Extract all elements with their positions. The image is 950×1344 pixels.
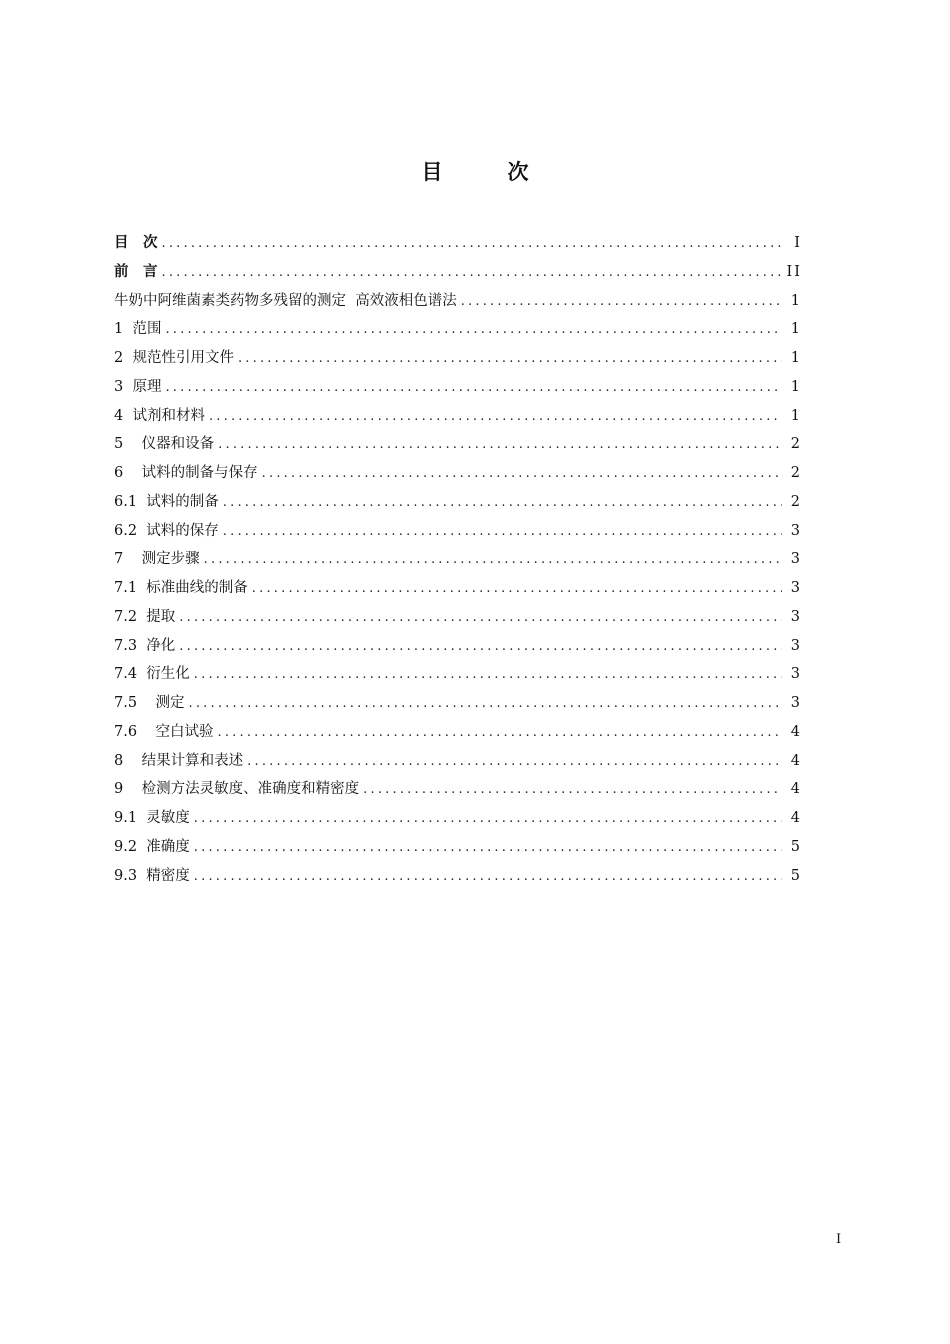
toc-entry-page: 1 — [790, 292, 802, 309]
toc-entry-page: 5 — [790, 838, 802, 855]
toc-entry[interactable] — [114, 347, 802, 376]
toc-entry[interactable] — [114, 606, 802, 635]
toc-entry-label: 1 范围 — [114, 321, 162, 338]
toc-entry-label: 3 原理 — [114, 378, 162, 395]
toc-leader-dots — [218, 434, 782, 456]
toc-leader-dots — [252, 578, 782, 600]
toc-leader-dots — [162, 262, 781, 284]
toc-entry-label: 前 言 — [114, 263, 158, 280]
toc-leader-dots — [162, 233, 783, 255]
toc-entry[interactable] — [114, 520, 802, 549]
toc-entry-label: 2 规范性引用文件 — [114, 350, 234, 366]
toc-entry[interactable] — [114, 261, 802, 290]
toc-entry[interactable] — [114, 405, 802, 434]
toc-leader-dots — [218, 722, 783, 744]
toc-entry-page: 1 — [790, 407, 802, 424]
toc-entry-label: 8 结果计算和表述 — [114, 752, 244, 769]
toc-leader-dots — [223, 492, 782, 514]
toc-entry-page: 4 — [790, 810, 802, 826]
page-title: 目 次 — [421, 160, 551, 184]
toc-entry-page: 1 — [790, 321, 802, 338]
toc-entry-page: 3 — [790, 695, 802, 711]
toc-entry-label: 6.1 试料的制备 — [114, 493, 219, 510]
toc-entry-label: 7 测定步骤 — [114, 551, 200, 568]
toc-entry-page: 3 — [790, 608, 802, 625]
toc-entry-page: II — [786, 263, 802, 280]
toc-entry[interactable] — [114, 836, 802, 865]
toc-leader-dots — [165, 377, 782, 399]
toc-entry-page: 5 — [790, 867, 802, 884]
toc-entry[interactable] — [114, 577, 802, 606]
toc-leader-dots — [262, 463, 782, 485]
toc-entry-label: 5 仪器和设备 — [114, 436, 215, 453]
toc-entry-page: 4 — [790, 752, 802, 769]
toc-entry-label: 9.2 准确度 — [114, 838, 190, 855]
table-of-contents — [114, 232, 802, 893]
toc-entry-page: I — [794, 235, 802, 251]
toc-leader-dots — [461, 291, 782, 313]
toc-entry[interactable] — [114, 290, 802, 319]
toc-entry-label: 9.3 精密度 — [114, 867, 190, 884]
toc-entry[interactable] — [114, 865, 802, 894]
toc-entry[interactable] — [114, 376, 802, 405]
toc-entry[interactable] — [114, 807, 802, 836]
toc-entry-page: 3 — [790, 522, 802, 539]
toc-leader-dots — [247, 751, 782, 773]
toc-entry-page: 4 — [790, 723, 802, 740]
toc-entry-label: 目 次 — [114, 235, 158, 251]
toc-leader-dots — [194, 866, 782, 888]
toc-entry[interactable] — [114, 778, 802, 807]
toc-entry-label: 7.6 空白试验 — [114, 723, 214, 740]
toc-entry-page: 1 — [790, 378, 802, 395]
toc-entry[interactable] — [114, 721, 802, 750]
toc-entry-page: 3 — [790, 580, 802, 596]
toc-entry-label: 7.2 提取 — [114, 608, 176, 625]
toc-entry-label: 7.4 衍生化 — [114, 666, 190, 683]
toc-entry-page: 2 — [790, 436, 802, 453]
toc-entry[interactable] — [114, 663, 802, 692]
toc-leader-dots — [194, 837, 782, 859]
toc-leader-dots — [204, 549, 782, 571]
toc-entry-label: 7.1 标准曲线的制备 — [114, 580, 248, 596]
page-number: I — [836, 1232, 842, 1247]
toc-leader-dots — [194, 664, 782, 686]
toc-entry-label: 6 试料的制备与保存 — [114, 465, 258, 481]
toc-entry[interactable] — [114, 491, 802, 520]
toc-leader-dots — [179, 607, 782, 629]
toc-entry-label: 4 试剂和材料 — [114, 407, 205, 424]
toc-leader-dots — [238, 348, 782, 370]
toc-entry-page: 2 — [790, 465, 802, 481]
toc-entry-label: 6.2 试料的保存 — [114, 522, 219, 539]
toc-leader-dots — [165, 319, 782, 341]
toc-entry[interactable] — [114, 635, 802, 664]
toc-entry[interactable] — [114, 462, 802, 491]
toc-entry[interactable] — [114, 232, 802, 261]
toc-entry-page: 4 — [790, 781, 802, 798]
toc-leader-dots — [179, 636, 782, 658]
toc-entry[interactable] — [114, 318, 802, 347]
toc-entry[interactable] — [114, 548, 802, 577]
toc-leader-dots — [209, 406, 782, 428]
toc-entry-page: 3 — [790, 551, 802, 568]
toc-entry-label: 7.5 测定 — [114, 695, 185, 711]
toc-entry-label: 9 检测方法灵敏度、准确度和精密度 — [114, 781, 360, 798]
toc-entry[interactable] — [114, 692, 802, 721]
toc-entry-label: 7.3 净化 — [114, 637, 176, 654]
toc-entry[interactable] — [114, 433, 802, 462]
toc-leader-dots — [363, 779, 782, 801]
toc-entry[interactable] — [114, 750, 802, 779]
toc-entry-page: 2 — [790, 493, 802, 510]
toc-entry-label: 牛奶中阿维菌素类药物多残留的测定 高效液相色谱法 — [114, 292, 457, 309]
toc-entry-page: 3 — [790, 637, 802, 654]
toc-entry-page: 1 — [790, 350, 802, 366]
toc-entry-label: 9.1 灵敏度 — [114, 810, 190, 826]
toc-leader-dots — [223, 521, 782, 543]
toc-leader-dots — [189, 693, 783, 715]
toc-leader-dots — [194, 808, 782, 830]
toc-entry-page: 3 — [790, 666, 802, 683]
